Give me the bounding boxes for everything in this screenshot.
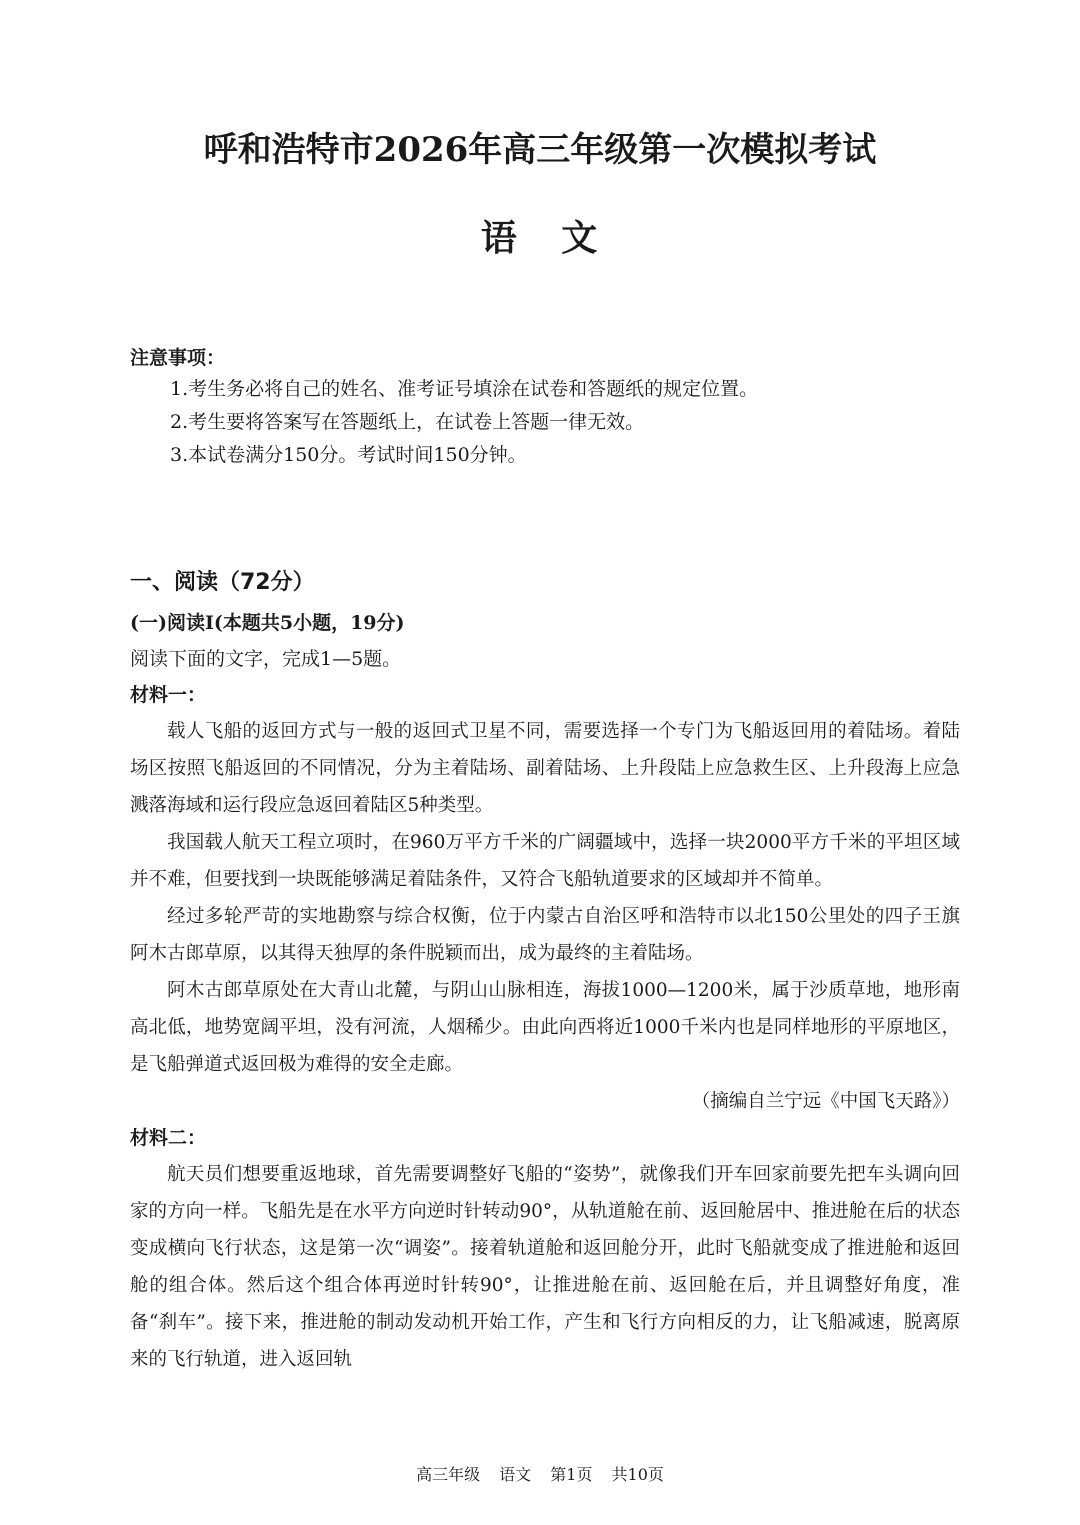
notice-item-2: 2.考生要将答案写在答题纸上，在试卷上答题一律无效。 [170, 411, 645, 433]
section-heading: 一、阅读（72分） [130, 570, 315, 595]
material-2-paragraph: 航天员们想要重返地球，首先需要调整好飞船的“姿势”，就像我们开车回家前要先把车头调向回家的方向一样。飞船先是在水平方向逆时针转动90°，从轨道舱在前、返回舱居中、推进舱在后的状态变成横向飞行状态，这是第一次“调姿”。接着轨道舱和返回舱分开，此时飞船就变成了推进舱和返回舱的组合体。然后这个组合体再逆时针转90°，让推进舱在前、返回舱在后，并且调整好角度，准备“刹车”。接下来，推进舱的制动发动机开始工作，产生和飞行方向相反的力，让飞船减速，脱离原来的飞行轨道，进入返回轨 [130, 1164, 960, 1370]
notice-item-1: 1.考生务必将自己的姓名、准考证号填涂在试卷和答题纸的规定位置。 [170, 378, 759, 400]
instruction-text: 阅读下面的文字，完成1—5题。 [130, 648, 402, 670]
material-1-paragraph: 我国载人航天工程立项时，在960万平方千米的广阔疆域中，选择一块2000平方千米的平坦区域并不难，但要找到一块既能够满足着陆条件，又符合飞船轨道要求的区域却并不简单。 [130, 832, 960, 890]
notice-heading: 注意事项： [130, 347, 226, 369]
subsection-heading: (一)阅读Ⅰ(本题共5小题，19分) [130, 612, 405, 634]
reading-section [130, 565, 960, 1378]
notice-item-3: 3.本试卷满分150分。考试时间150分钟。 [170, 444, 527, 466]
material-1-source: （摘编自兰宁远《中国飞天路》） [691, 1091, 960, 1112]
subject-title: 语 文 [480, 217, 600, 259]
material-1-paragraph: 经过多轮严苛的实地勘察与综合权衡，位于内蒙古自治区呼和浩特市以北150公里处的四子王旗阿木古郎草原，以其得天独厚的条件脱颖而出，成为最终的主着陆场。 [130, 906, 960, 964]
material-2-label: 材料二： [130, 1127, 207, 1149]
exam-title: 呼和浩特市2026年高三年级第一次模拟考试 [203, 130, 877, 170]
notice-block [130, 343, 960, 472]
material-1-paragraph: 阿木古郎草原处在大青山北麓，与阴山山脉相连，海拔1000—1200米，属于沙质草地，地形南高北低，地势宽阔平坦，没有河流，人烟稀少。由此向西将近1000千米内也是同样地形的平原地区，是飞船弹道式返回极为难得的安全走廊。 [130, 980, 960, 1075]
page-footer: 高三年级 语文 第1页 共10页 [416, 1465, 664, 1484]
material-1-paragraph: 载人飞船的返回方式与一般的返回式卫星不同，需要选择一个专门为飞船返回用的着陆场。着陆场区按照飞船返回的不同情况，分为主着陆场、副着陆场、上升段陆上应急救生区、上升段海上应急溅落海域和运行段应急返回着陆区5种类型。 [130, 721, 960, 816]
material-1-label: 材料一： [130, 684, 207, 706]
